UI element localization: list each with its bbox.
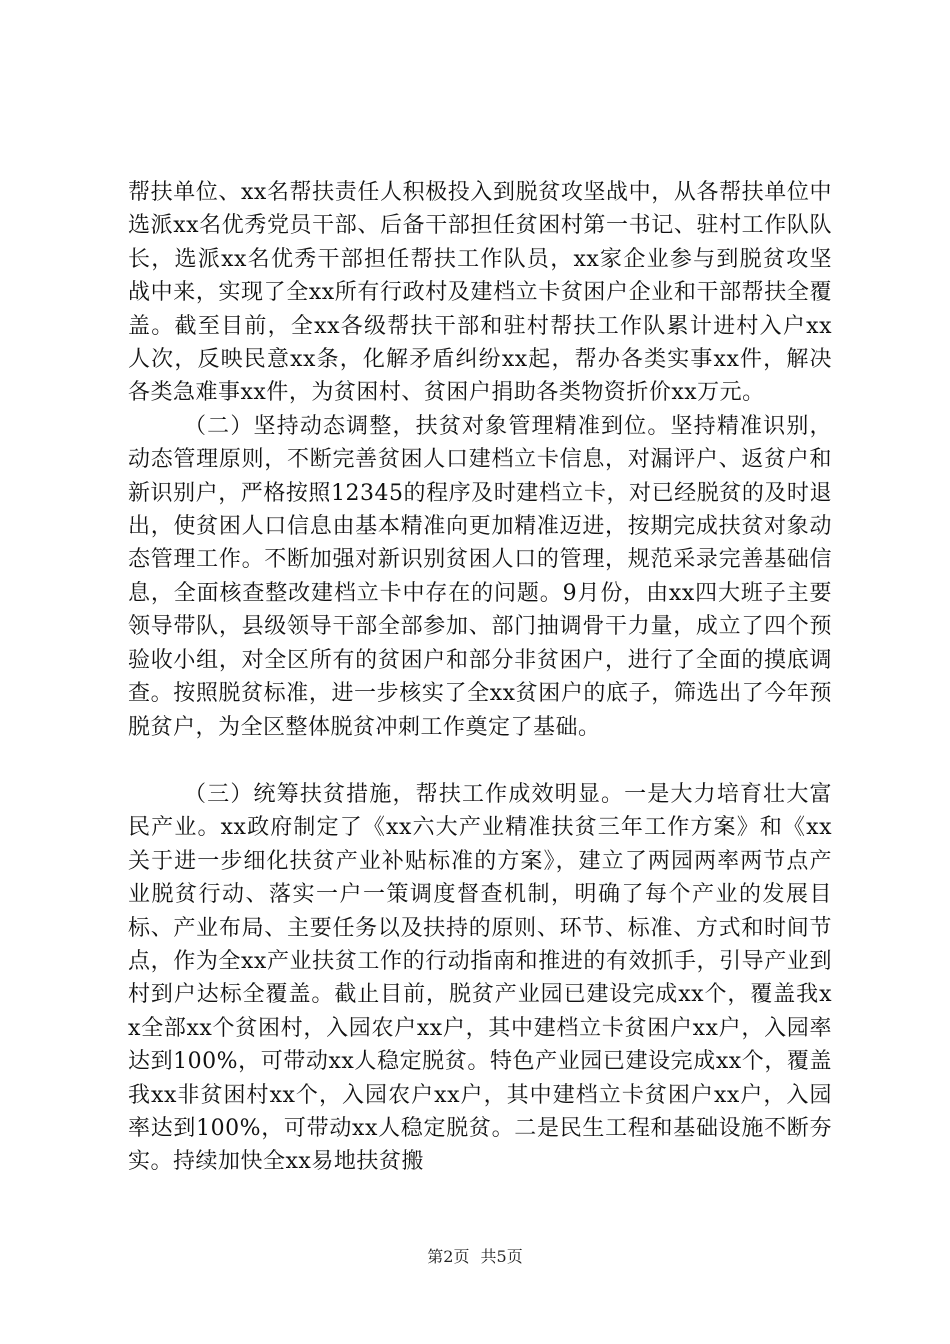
- page-footer: [0, 1244, 950, 1267]
- paragraph-2: （二）坚持动态调整，扶贫对象管理精准到位。坚持精准识别，动态管理原则，不断完善贫困人口建档立卡信息，对漏评户、返贫户和新识别户，严格按照12345的程序及时建档立卡，对已经脱贫的及时退出，使贫困人口信息由基本精准向更加精准迈进，按期完成扶贫对象动态管理工作。不断加强对新识别贫困人口的管理，规范采录完善基础信息，全面核查整改建档立卡中存在的问题。9月份，由xx四大班子主要领导带队，县级领导干部全部参加、部门抽调骨干力量，成立了四个预验收小组，对全区所有的贫困户和部分非贫困户，进行了全面的摸底调查。按照脱贫标准，进一步核实了全xx贫困户的底子，筛选出了今年预脱贫户，为全区整体脱贫冲刺工作奠定了基础。: [128, 413, 832, 740]
- paragraph-3: （三）统筹扶贫措施，帮扶工作成效明显。一是大力培育壮大富民产业。xx政府制定了《xx六大产业精准扶贫三年工作方案》和《xx关于进一步细化扶贫产业补贴标准的方案》，建立了两园两率两节点产业脱贫行动、落实一户一策调度督查机制，明确了每个产业的发展目标、产业布局、主要任务以及扶持的原则、环节、标准、方式和时间节点，作为全xx产业扶贫工作的行动指南和推进的有效抓手，引导产业到村到户达标全覆盖。截止目前，脱贫产业园已建设完成xx个，覆盖我xx全部xx个贫困村，入园农户xx户，其中建档立卡贫困户xx户，入园率达到100%，可带动xx人稳定脱贫。特色产业园已建设完成xx个，覆盖我xx非贫困村xx个，入园农户xx户，其中建档立卡贫困户xx户，入园率达到100%，可带动xx人稳定脱贫。二是民生工程和基础设施不断夯实。持续加快全xx易地扶贫搬: [128, 781, 832, 1175]
- paragraph-1: 帮扶单位、xx名帮扶责任人积极投入到脱贫攻坚战中，从各帮扶单位中选派xx名优秀党员干部、后备干部担任贫困村第一书记、驻村工作队队长，选派xx名优秀干部担任帮扶工作队员，xx家企业参与到脱贫攻坚战中来，实现了全xx所有行政村及建档立卡贫困户企业和干部帮扶全覆盖。截至目前，全xx各级帮扶干部和驻村帮扶工作队累计进村入户xx人次，反映民意xx条，化解矛盾纠纷xx起，帮办各类实事xx件，解决各类急难事xx件，为贫困村、贫困户捐助各类物资折价xx万元。: [128, 180, 832, 406]
- page-number: 第2页: [427, 1247, 470, 1266]
- paragraph-spacer: [128, 744, 832, 778]
- page-total: 共5页: [480, 1247, 523, 1266]
- document-body: [128, 176, 832, 1179]
